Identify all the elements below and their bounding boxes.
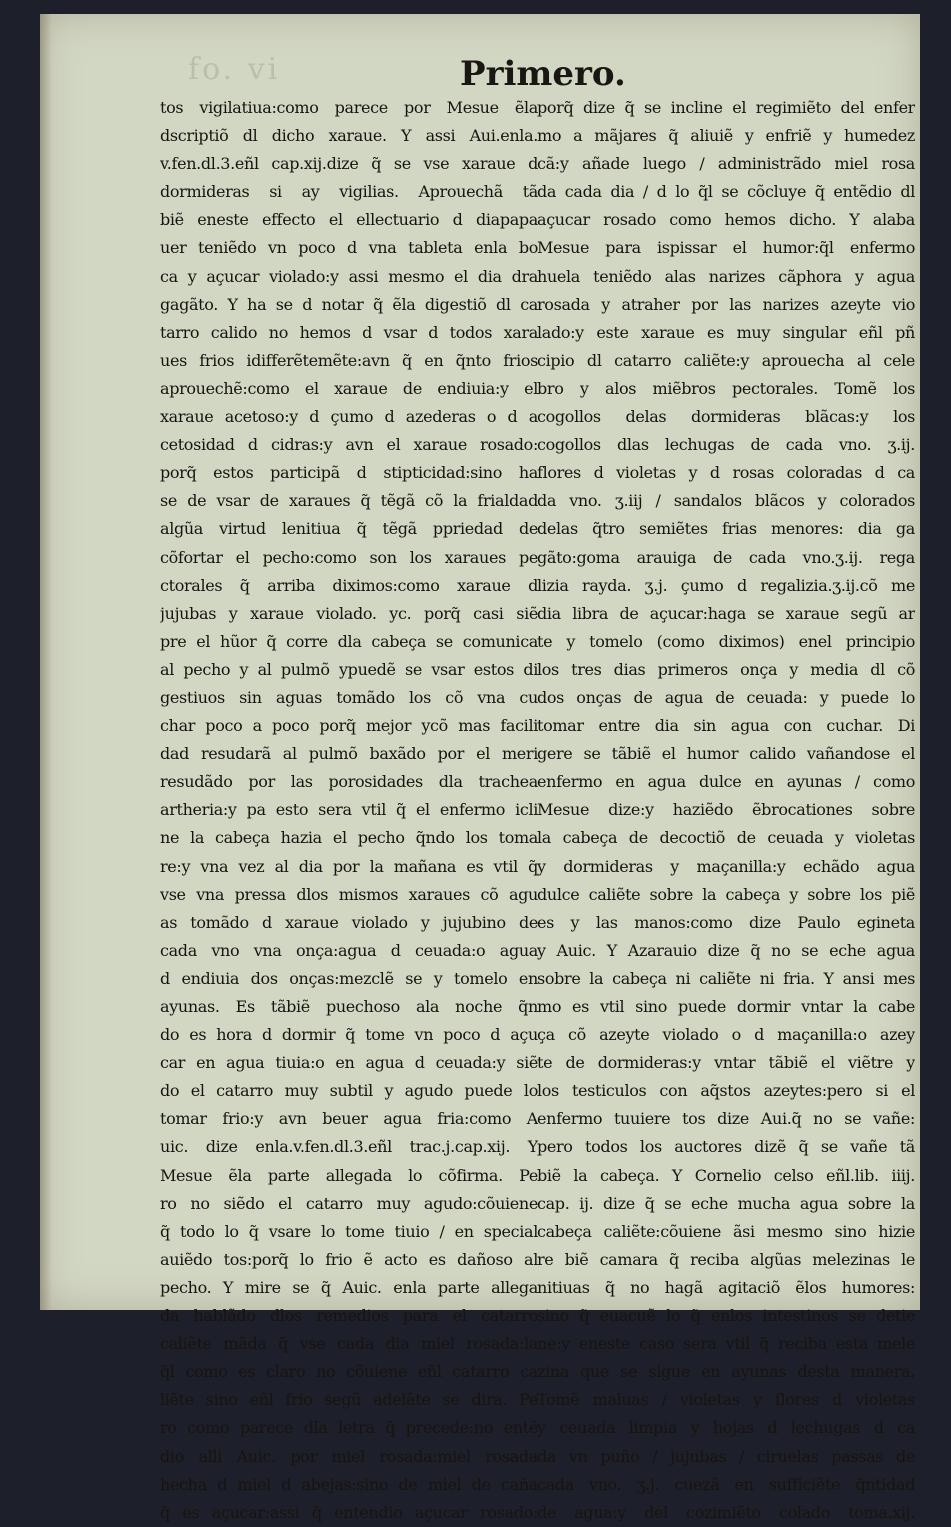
- text-line: q̃ todo lo q̃ vsare lo tome tiuio / en special: [160, 1221, 538, 1241]
- text-line: ayunas. Es tãbiẽ puechoso ala noche q̃n: [160, 997, 538, 1016]
- text-line: lado:y este xaraue es muy singular eñl pñ: [537, 322, 915, 342]
- text-line: Mesue ẽla parte allegada lo cõfirma. Pe: [160, 1165, 538, 1185]
- text-line: Mesue para ispissar el humor:q̃l enfermo: [537, 238, 915, 258]
- text-line: flores d violetas y d rosas coloradas d ca: [537, 463, 915, 483]
- text-line: dos onças de agua de ceuada: y puede lo: [537, 687, 915, 707]
- text-line: hecha d miel d abejas:sino de miel de caña: [160, 1474, 538, 1494]
- text-line: ne la cabeça hazia el pecho q̃ndo los toma: [160, 828, 538, 848]
- text-line: biẽ eneste effecto el ellectuario d diapapa: [160, 210, 538, 230]
- text-line: q̃l como es claro no cõuiene eñl catarro ca: [160, 1362, 538, 1382]
- text-line: do el catarro muy subtil y agudo puede lo: [160, 1081, 538, 1101]
- text-line: aprouechẽ:como el xaraue de endiuia:y el: [160, 378, 538, 398]
- text-line: da vno. ʒ.iij / sandalos blãcos y colorados: [537, 491, 915, 511]
- text-line: cogollos dlas lechugas de cada vno. ʒ.ij.: [537, 435, 915, 455]
- text-line: bro y alos miẽbros pectorales. Tomẽ los: [537, 378, 915, 398]
- text-line: es y las manos:como dize Paulo egineta: [537, 912, 915, 932]
- text-line: cada vno. ʒ.j. cuezã en sufficiẽte q̃ntidad: [537, 1474, 915, 1494]
- text-line: tomar frio:y avn beuer agua fria:como A: [160, 1109, 538, 1129]
- text-line: dia libra de açucar:haga se xaraue segũ ar: [537, 603, 915, 623]
- text-line: da vn puño / jujubas / ciruelas passas de: [537, 1446, 915, 1466]
- text-line: dscriptiõ dl dicho xaraue. Y assi Aui.enla.: [160, 126, 538, 146]
- page-header: Primero.: [460, 54, 626, 94]
- text-line: zina que se sigue en ayunas desta manera.: [537, 1362, 915, 1382]
- text-line: tomar entre dia sin agua con cuchar. Di: [537, 716, 915, 736]
- text-line: cã:y añade luego / administrãdo miel rosa: [537, 154, 915, 174]
- text-line: dormideras si ay vigilias. Aprouechã tã: [160, 182, 538, 202]
- text-line: cabeça caliẽte:cõuiene ãsi mesmo sino hizie: [537, 1221, 915, 1241]
- text-line: da hablãdo dlos remedios para el catarro: [160, 1306, 538, 1326]
- text-line: cogollos delas dormideras blãcas:y los: [537, 407, 915, 427]
- text-line: al pecho y al pulmõ ypuedẽ se vsar estos di: [160, 659, 538, 679]
- text-line: re:y vna vez al dia por la mañana es vtil q̃: [160, 856, 538, 876]
- text-line: tos vigilatiua:como parece por Mesue ẽla: [160, 98, 538, 117]
- text-line: enfermo en agua dulce en ayunas / como: [537, 772, 915, 792]
- text-line: auiẽdo tos:porq̃ lo frio ẽ acto es dañoso al: [160, 1249, 538, 1269]
- text-line: artheria:y pa esto sera vtil q̃ el enfermo icli: [160, 800, 538, 820]
- text-line: los testiculos con aq̃stos azeytes:pero si el: [537, 1081, 915, 1101]
- text-line: tarro calido no hemos d vsar d todos xara: [160, 322, 538, 342]
- text-line: ro como parece dla letra q̃ precede:no entẽ: [160, 1418, 538, 1438]
- text-line: açucar rosado como hemos dicho. Y alaba: [537, 210, 915, 230]
- text-line: re biẽ camara q̃ reciba algũas melezinas le: [537, 1249, 915, 1269]
- text-line: cap. ij. dize q̃ se eche mucha agua sobre la: [537, 1193, 915, 1213]
- text-line: as tomãdo d xaraue violado y jujubino de: [160, 912, 538, 932]
- text-line: nitiuas q̃ no hagã agitaciõ ẽlos humores:: [537, 1277, 915, 1297]
- text-line: resudãdo por las porosidades dla trachea: [160, 772, 538, 792]
- text-line: xaraue acetoso:y d çumo d azederas o d a: [160, 407, 538, 427]
- text-line: biẽ la cabeça. Y Cornelio celso eñl.lib. iiij.: [537, 1165, 915, 1185]
- text-line: dio alli Auic. por miel rosada:miel rosada: [160, 1446, 538, 1466]
- text-line: pre el hũor q̃ corre dla cabeça se comunica: [160, 631, 538, 651]
- text-line: huela teniẽdo alas narizes cãphora y agua: [537, 266, 915, 286]
- manuscript-page: [40, 14, 920, 1522]
- text-line: dulce caliẽte sobre la cabeça y sobre los piẽ: [537, 884, 915, 904]
- text-line: uic. dize enla.v.fen.dl.3.eñl trac.j.cap.xij. Y: [160, 1137, 538, 1157]
- bleed-through-text: fo. vi: [188, 52, 281, 87]
- text-line: delas q̃tro semiẽtes frias menores: dia ga: [537, 519, 915, 539]
- text-line: do es hora d dormir q̃ tome vn poco d açu: [160, 1025, 538, 1045]
- text-line: uer teniẽdo vn poco d vna tableta enla bo: [160, 238, 538, 258]
- text-line: cetosidad d cidras:y avn el xaraue rosado:: [160, 435, 538, 455]
- text-line: y Auic. Y Azarauio dize q̃ no se eche agua: [537, 940, 915, 960]
- text-line: liẽte sino eñl frio segũ adelãte se dira. Pe: [160, 1390, 538, 1410]
- right-column: [537, 94, 915, 1527]
- text-line: gagãto. Y ha se d notar q̃ ẽla digestiõ dl ca: [160, 294, 538, 314]
- text-line: te y tomelo (como diximos) enel principio: [537, 631, 915, 651]
- text-line: ça cõ azeyte violado o d maçanilla:o azey: [537, 1025, 915, 1045]
- text-line: vse vna pressa dlos mismos xaraues cõ agu: [160, 884, 538, 904]
- text-line: rosada y atraher por las narizes azeyte vio: [537, 294, 915, 314]
- text-line: sino q̃ euacuẽ lo q̃ enlos intestinos se detie: [537, 1306, 915, 1326]
- text-line: y ceuada limpia y hojas d lechugas d ca: [537, 1418, 915, 1438]
- text-line: Mesue dize:y haziẽdo ẽbrocationes sobre: [537, 800, 915, 820]
- text-line: lizia rayda. ʒ.j. çumo d regalizia.ʒ.ij.cõ me: [537, 575, 915, 595]
- text-line: los tres dias primeros onça y media dl cõ: [537, 659, 915, 679]
- text-line: ne:y eneste caso sera vtil q̃ reciba esta mele: [537, 1334, 915, 1354]
- text-line: y dormideras y maçanilla:y echãdo agua: [537, 856, 915, 876]
- text-line: la cabeça de decoctiõ de ceuada y violetas: [537, 828, 915, 848]
- text-line: q̃ es açucar:assi q̃ entendio açucar rosado:: [160, 1502, 538, 1522]
- text-line: dad resudarã al pulmõ baxãdo por el meri: [160, 744, 538, 764]
- text-line: de agua:y del cozimiẽto colado toma.xij.: [537, 1502, 915, 1522]
- text-line: pecho. Y mire se q̃ Auic. enla parte allega: [160, 1277, 538, 1297]
- text-line: cada vno vna onça:agua d ceuada:o agua: [160, 940, 538, 960]
- text-line: mo es vtil sino puede dormir vntar la cabe: [537, 997, 915, 1016]
- text-line: gestiuos sin aguas tomãdo los cõ vna cu: [160, 687, 538, 707]
- text-line: char poco a poco porq̃ mejor ycõ mas facili: [160, 716, 538, 736]
- text-line: gãto:goma arauiga de cada vno.ʒ.ij. rega: [537, 547, 915, 567]
- text-line: v.fen.dl.3.eñl cap.xij.dize q̃ se vse xaraue d: [160, 154, 538, 174]
- text-line: ues frios idifferẽtemẽte:avn q̃ en q̃nto frios: [160, 350, 538, 370]
- text-line: Tomẽ maluas / violetas y flores d violetas: [537, 1390, 915, 1410]
- text-line: enfermo tuuiere tos dize Aui.q̃ no se vañe:: [537, 1109, 915, 1129]
- text-line: da cada dia / d lo q̃l se cõcluye q̃ entẽdio dl: [537, 182, 915, 202]
- text-line: ca y açucar violado:y assi mesmo el dia dra: [160, 266, 538, 286]
- text-line: caliẽte mãda q̃ vse cada dia miel rosada:la: [160, 1334, 538, 1354]
- text-line: car en agua tiuia:o en agua d ceuada:y siẽ: [160, 1053, 538, 1073]
- text-line: ctorales q̃ arriba diximos:como xaraue d: [160, 575, 538, 595]
- text-line: porq̃ estos participã d stipticidad:sino ha: [160, 463, 538, 483]
- text-line: d endiuia dos onças:mezclẽ se y tomelo en: [160, 968, 538, 988]
- text-line: gere se tãbiẽ el humor calido vañandose el: [537, 744, 915, 764]
- text-line: cõfortar el pecho:como son los xaraues pe: [160, 547, 538, 567]
- page-edge-stain: [40, 14, 52, 1310]
- text-line: ro no siẽdo el catarro muy agudo:cõuiene: [160, 1193, 538, 1213]
- left-column: [160, 94, 538, 1527]
- text-line: sobre la cabeça ni caliẽte ni fria. Y ansi mes: [537, 968, 915, 988]
- text-line: pero todos los auctores dizẽ q̃ se vañe tã: [537, 1137, 915, 1157]
- text-line: porq̃ dize q̃ se incline el regimiẽto del enfer: [537, 98, 915, 117]
- text-line: jujubas y xaraue violado. yc. porq̃ casi siẽ: [160, 603, 538, 623]
- text-line: algũa virtud lenitiua q̃ tẽgã ppriedad de: [160, 519, 538, 539]
- text-line: te de dormideras:y vntar tãbiẽ el viẽtre y: [537, 1053, 915, 1073]
- text-line: se de vsar de xaraues q̃ tẽgã cõ la frialdad: [160, 491, 538, 511]
- text-line: mo a mãjares q̃ aliuiẽ y enfriẽ y humedez: [537, 126, 915, 146]
- text-line: cipio dl catarro caliẽte:y aprouecha al cele: [537, 350, 915, 370]
